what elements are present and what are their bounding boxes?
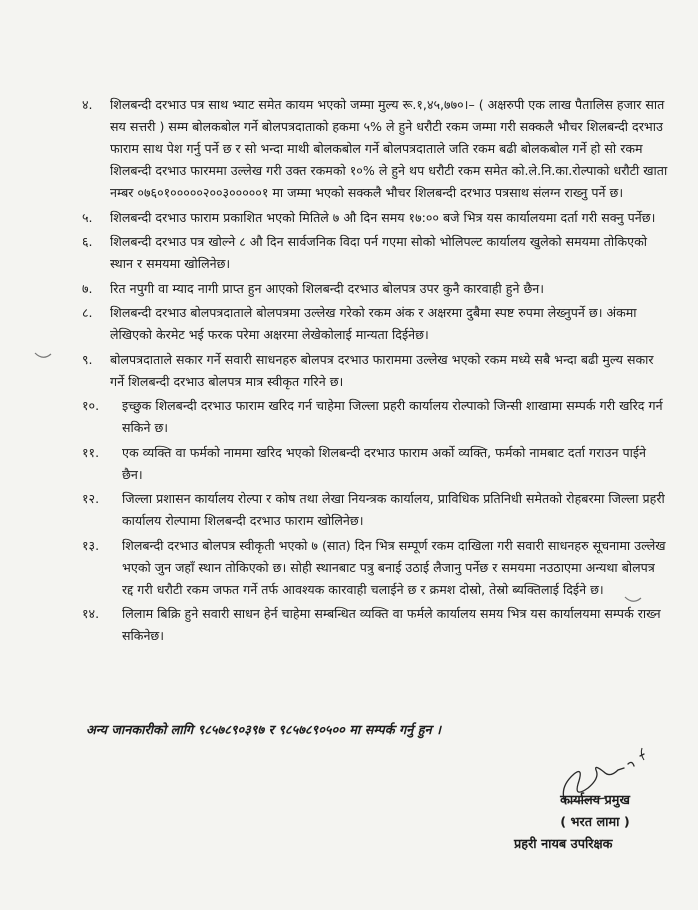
clause-13: [82, 535, 668, 601]
clause-10: [82, 395, 668, 439]
clause-14: [82, 603, 668, 647]
clause-text: शिलबन्दी दरभाउ बोलपत्र स्वीकृती भएको ७ (सात) दिन भित्र सम्पूर्ण रकम दाखिला गरी सवारी साधनहरु सूचनामा उल्लेख भएको जुन जहाँ स्थान तोकिएको छ। सोही स्थानबाट पत्रु बनाई उठाई लैजानु पर्नेछ र समयमा नउठाएमा अन्यथा बोलपत्र रद्द गरी धरौटी रकम जफत गर्ने तर्फ आवश्यक कारवाही चलाईने छ र क्रमश दोस्रो, तेस्रो ब्यक्तिलाई दिईने छ।: [122, 537, 666, 597]
signature-block: [514, 790, 670, 856]
signatory-name: ( भरत लामा ): [560, 815, 630, 830]
clause-text: शिलबन्दी दरभाउ बोलपत्रदाताले बोलपत्रमा उल्लेख गरेको रकम अंक र अक्षरमा दुबैमा स्पष्ट रुपमा लेख्नुपर्ने छ। अंकमा लेखिएको केरमेट भई फरक परेमा अक्षरमा लेखेकोलाई मान्यता दिईनेछ।: [110, 305, 637, 342]
clause-number: ५.: [82, 209, 93, 225]
clause-4: [82, 94, 668, 204]
clause-text: इच्छुक शिलबन्दी दरभाउ फाराम खरिद गर्न चाहेमा जिल्ला प्रहरी कार्यालय रोल्पाको जिन्सी शाखामा सम्पर्क गरी खरिद गर्न सकिने छ।: [122, 398, 663, 435]
clause-number: १०.: [82, 398, 100, 413]
clause-11: [82, 442, 668, 486]
clause-text: रित नपुगी वा म्याद नागी प्राप्त हुन आएको शिलबन्दी दरभाउ बोलपत्र उपर कुनै कारवाही हुने छैन।: [110, 280, 545, 296]
clause-text: शिलबन्दी दरभाउ पत्र खोल्ने ८ औ दिन सार्वजनिक विदा पर्न गएमा सोको भोलिपल्ट कार्यालय खुलेको समयमा तोकिएको स्थान र समयमा खोलिनेछ।: [110, 234, 648, 271]
contact-info: अन्य जानकारीको लागि ९८५७८९०३९७ र ९८५७८९०५०० मा सम्पर्क गर्नु हुन ।: [86, 723, 441, 738]
clause-number: ९.: [82, 351, 93, 367]
terms-list: [82, 94, 668, 650]
clause-text: जिल्ला प्रशासन कार्यालय रोल्पा र कोष तथा लेखा नियन्त्रक कार्यालय, प्राविधिक प्रतिनिधी समेतको रोहबरमा जिल्ला प्रहरी कार्यालय रोल्पामा शिलबन्दी दरभाउ फाराम खोलिनेछ।: [122, 491, 665, 528]
signatory-title: कार्यालय प्रमुख: [560, 793, 630, 808]
clause-7: [82, 278, 668, 300]
clause-5: [82, 207, 668, 229]
clause-12: [82, 488, 668, 532]
signatory-rank: प्रहरी नायब उपरिक्षक: [514, 837, 613, 852]
clause-number: १३.: [82, 537, 100, 553]
clause-number: ४.: [82, 97, 93, 112]
clause-number: ६.: [82, 234, 93, 249]
clause-number: १२.: [82, 491, 100, 506]
clause-text: लिलाम बिक्रि हुने सवारी साधन हेर्न चाहेमा सम्बन्धित व्यक्ति वा फर्मले कार्यालय समय भित्र यस कार्यालयमा सम्पर्क राख्न सकिनेछ।: [122, 606, 661, 643]
clause-text: बोलपत्रदाताले सकार गर्ने सवारी साधनहरु बोलपत्र दरभाउ फाराममा उल्लेख भएको रकम मध्ये सबै भन्दा बढी मुल्य सकार गर्ने शिलबन्दी दरभाउ बोलपत्र मात्र स्वीकृत गरिने छ।: [110, 351, 654, 389]
clause-number: ७.: [82, 280, 93, 296]
clause-8: [82, 302, 668, 346]
clause-text: शिलबन्दी दरभाउ फाराम प्रकाशित भएको मितिले ७ औ दिन समय १७:०० बजे भित्र यस कार्यालयमा दर्ता गरी सक्नु पर्नेछ।: [110, 209, 656, 225]
clause-text: एक व्यक्ति वा फर्मको नाममा खरिद भएको शिलबन्दी दरभाउ फाराम अर्को व्यक्ति, फर्मको नामबाट दर्ता गराउन पाईने छैन।: [122, 444, 647, 482]
clause-number: ८.: [82, 305, 93, 320]
clause-9: [82, 349, 668, 393]
clause-6: [82, 231, 668, 275]
clause-text: शिलबन्दी दरभाउ पत्र साथ भ्याट समेत कायम भएको जम्मा मुल्य रू.१,४५,७७०।– ( अक्षरुपी एक लाख पैतालिस हजार सात सय सत्तरी ) सम्म बोलकबोल गर्ने बोलपत्रदाताको हकमा ५% ले हुने धरौटी रकम जम्मा गरी सक्कलै भौचर शिलबन्दी दरभाउ फाराम साथ पेश गर्नु पर्ने छ र सो भन्दा माथी बोलकबोल गर्ने बोलपत्रदाताले जति रकम बढी बोलकबोल गर्ने हो सो रकम शिलबन्दी दरभाउ फारममा उल्लेख गरी उक्त रकमको १०% ले हुने थप धरौटी रकम समेत को.ले.नि.का.रोल्पाको धरौटी खाता नम्बर ०७६०१०००००२००३०००००१ मा जम्मा भएको सक्कलै भौचर शिलबन्दी दरभाउ पत्रसाथ संलग्न राख्नु पर्ने छ।: [110, 97, 668, 200]
clause-number: १४.: [82, 606, 100, 621]
punch-hole-mark: [34, 352, 52, 360]
clause-number: ११.: [82, 444, 100, 460]
